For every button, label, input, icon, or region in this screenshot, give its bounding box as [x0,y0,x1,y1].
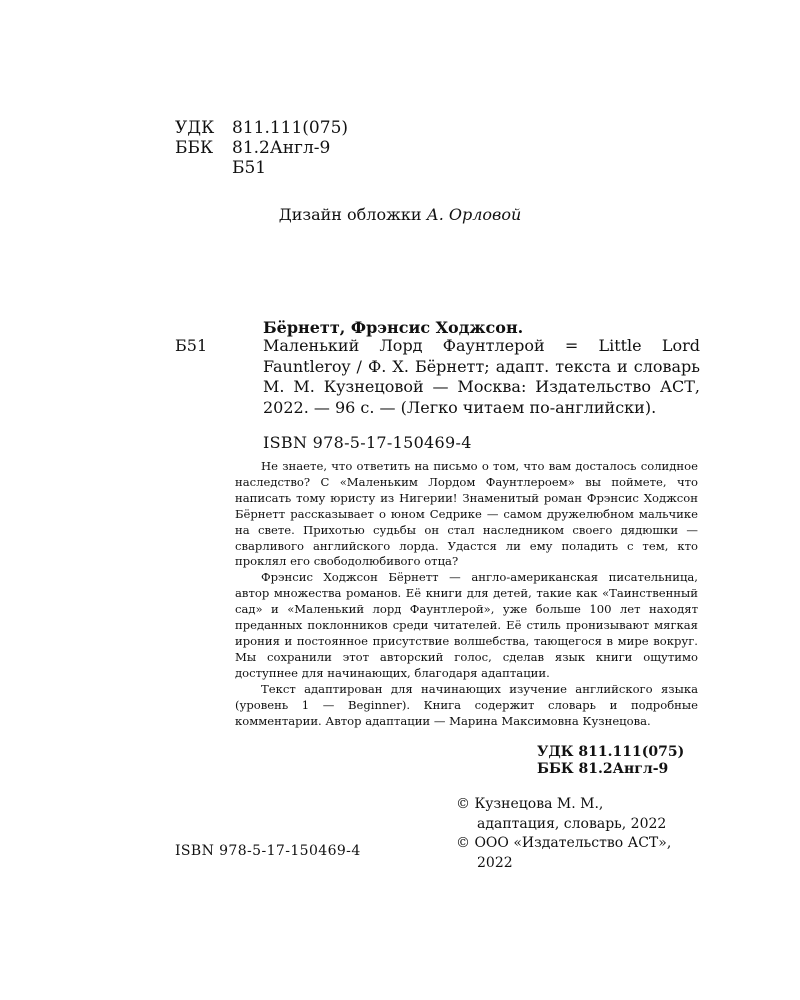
cover-credit-name: А. Орловой [426,205,522,224]
udk-value: 811.111(075) [232,118,349,138]
author-sign-row [175,158,266,178]
entry-description: Маленький Лорд Фаунтлерой = Little Lord Fauntleroy / Ф. Х. Бёрнетт; адапт. текста и словарь М. М. Кузнецовой — Москва: Издательство АСТ, 2022. — 96 с. — (Легко читаем по-английски). [263,336,700,417]
cover-credit-prefix: Дизайн обложки [278,205,422,224]
copyright-line: © ООО «Издательство АСТ», [456,835,672,851]
annotation-paragraph: Фрэнсис Ходжсон Бёрнетт — англо-американская писательница, автор множества романов. Её книги для детей, такие как «Таинственный сад» и «Маленький лорд Фаунтлерой», уже больше 100 лет находят преданных поклонников среди читателей. Её стиль пронизывают мягкая ирония и постоянное присутствие волшебства, тающегося в мире вокруг. Мы сохранили этот авторский голос, сделав язык книги ощутимо доступнее для начинающих, благодаря адаптации. [235,570,698,680]
bbk-row [175,138,330,158]
classification-bottom [537,744,684,778]
entry-isbn: ISBN 978-5-17-150469-4 [263,433,472,452]
udk-row [175,118,348,138]
bbk-bottom: ББК 81.2Англ-9 [537,761,669,777]
copyright-line: © Кузнецова М. М., [456,796,604,812]
copyright-line: адаптация, словарь, 2022 [477,815,667,832]
entry-author: Бёрнетт, Фрэнсис Ходжсон. [263,318,524,337]
annotation-paragraph: Текст адаптирован для начинающих изучение английского языка (уровень 1 — Beginner). Книга содержит словарь и подробные комментарии. Автор адаптации — Марина Максимовна Кузнецова. [235,681,698,728]
annotation-paragraph: Не знаете, что ответить на письмо о том, что вам досталось солидное наследство? С «Маленьким Лордом Фаунтлероем» вы поймете, что написать тому юристу из Нигерии! Знаменитый роман Фрэнсис Ходжсон Бёрнетт рассказывает о юном Седрике — самом дружелюбном мальчике на свете. Прихотью судьбы он стал наследником своего дядюшки — сварливого английского лорда. Удастся ли ему поладить с тем, кто проклял его свободолюбивого отца? [235,459,698,569]
annotation [235,459,698,729]
isbn-bottom: ISBN 978-5-17-150469-4 [175,843,361,859]
udk-label: УДК [175,118,215,138]
cover-design-credit [0,205,800,224]
udk-bottom: УДК 811.111(075) [537,744,685,760]
copyright-block [456,795,671,873]
bbk-label: ББК [175,138,214,158]
bbk-value: 81.2Англ-9 [232,138,331,158]
copyright-line: 2022 [477,854,513,871]
author-sign: Б51 [232,158,267,178]
entry-sign: Б51 [175,336,208,355]
